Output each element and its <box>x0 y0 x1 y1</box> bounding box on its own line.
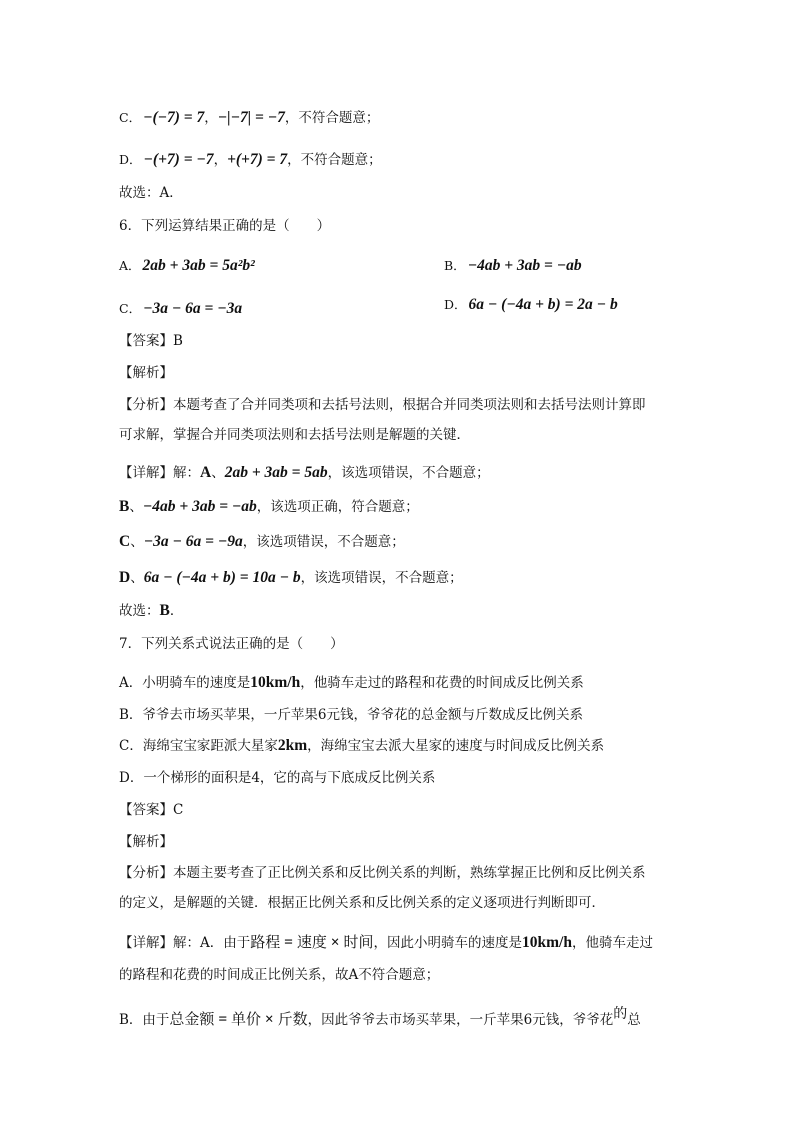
q7-analysis-line-1: 【分析】本题主要考查了正比例关系和反比例关系的判断，熟练掌握正比例和反比例关系 <box>119 865 646 881</box>
q6-detail-d-math: 6a − (−4a + b) = 10a − b <box>143 569 301 586</box>
q6-stem: 6．下列运算结果正确的是（ ） <box>119 218 331 234</box>
q6-detail-d: D、6a − (−4a + b) = 10a − b，该选项错误，不合题意； <box>119 569 463 586</box>
q6-b-math: −4ab + 3ab = −ab <box>467 257 582 274</box>
q6-analysis-head: 【解析】 <box>119 365 173 381</box>
q6-a-math: 2ab + 3ab = 5a²b² <box>142 257 255 274</box>
q7-option-d: D．一个梯形的面积是4，它的高与下底成反比例关系 <box>119 770 436 786</box>
q6-detail-c: C、−3a − 6a = −9a，该选项错误，不合题意； <box>119 533 405 550</box>
q6-detail-c-math: −3a − 6a = −9a <box>143 533 243 550</box>
q6-detail-a-math: 2ab + 3ab = 5ab <box>224 464 328 481</box>
q5-answer: 故选：A． <box>119 185 183 201</box>
q5-c-math-2: −|−7| = −7 <box>217 109 285 126</box>
q5-d-math-2: +(+7) = 7 <box>227 151 288 168</box>
q7-c-math: 2km <box>277 737 308 754</box>
q7-analysis-head: 【解析】 <box>119 834 173 850</box>
q6-answer: 【答案】B <box>119 333 183 349</box>
q6-option-c: C． −3a − 6a = −3a <box>119 300 243 317</box>
q7-detail-line-1: 【详解】解：A．由于路程 = 速度 × 时间，因此小明骑车的速度是10km/h，他骑车走过 <box>119 933 653 951</box>
q5-d-math-1: −(+7) = −7 <box>143 151 214 168</box>
q7-detail-line-3: B．由于总金额 = 单价 × 斤数，因此爷爷去市场买苹果，一斤苹果6元钱，爷爷花的总 <box>119 1006 641 1028</box>
q7-answer: 【答案】C <box>119 802 184 818</box>
q6-option-a: A． 2ab + 3ab = 5a²b² <box>119 257 255 274</box>
q5-option-d: D． −(+7) = −7，+(+7) = 7，不符合题意； <box>119 151 382 168</box>
q6-detail-b-math: −4ab + 3ab = −ab <box>142 498 257 515</box>
q6-option-b: B． −4ab + 3ab = −ab <box>444 257 582 274</box>
q7-option-c: C．海绵宝宝家距派大星家2km，海绵宝宝去派大星家的速度与时间成反比例关系 <box>119 737 605 754</box>
q7-detail-line-2: 的路程和花费的时间成正比例关系，故A不符合题意； <box>119 967 440 983</box>
q5-c-math-1: −(−7) = 7 <box>143 109 205 126</box>
q6-d-math: 6a − (−4a + b) = 2a − b <box>468 296 618 313</box>
q6-detail-b: B、−4ab + 3ab = −ab，该选项正确，符合题意； <box>119 498 419 515</box>
q5-option-c: C． −(−7) = 7，−|−7| = −7，不符合题意； <box>119 109 380 126</box>
q6-analysis-line-1: 【分析】本题考查了合并同类项和去括号法则，根据合并同类项法则和去括号法则计算即 <box>119 397 646 413</box>
q7-option-b: B．爷爷去市场买苹果，一斤苹果6元钱，爷爷花的总金额与斤数成反比例关系 <box>119 707 584 723</box>
q7-analysis-line-2: 的定义，是解题的关键．根据正比例关系和反比例关系的定义逐项进行判断即可． <box>119 895 605 911</box>
q6-option-d: D． 6a − (−4a + b) = 2a − b <box>444 296 618 313</box>
q7-stem: 7．下列关系式说法正确的是（ ） <box>119 636 344 652</box>
q6-detail-a: 【详解】解：A、2ab + 3ab = 5ab，该选项错误，不合题意； <box>119 464 490 481</box>
q7-option-a: A．小明骑车的速度是10km/h，他骑车走过的路程和花费的时间成反比例关系 <box>119 674 584 691</box>
q6-analysis-line-2: 可求解，掌握合并同类项法则和去括号法则是解题的关键． <box>119 427 470 443</box>
q6-c-math: −3a − 6a = −3a <box>143 300 243 317</box>
q7-a-math: 10km/h <box>250 674 301 691</box>
q6-final-answer: 故选：B． <box>119 602 184 619</box>
